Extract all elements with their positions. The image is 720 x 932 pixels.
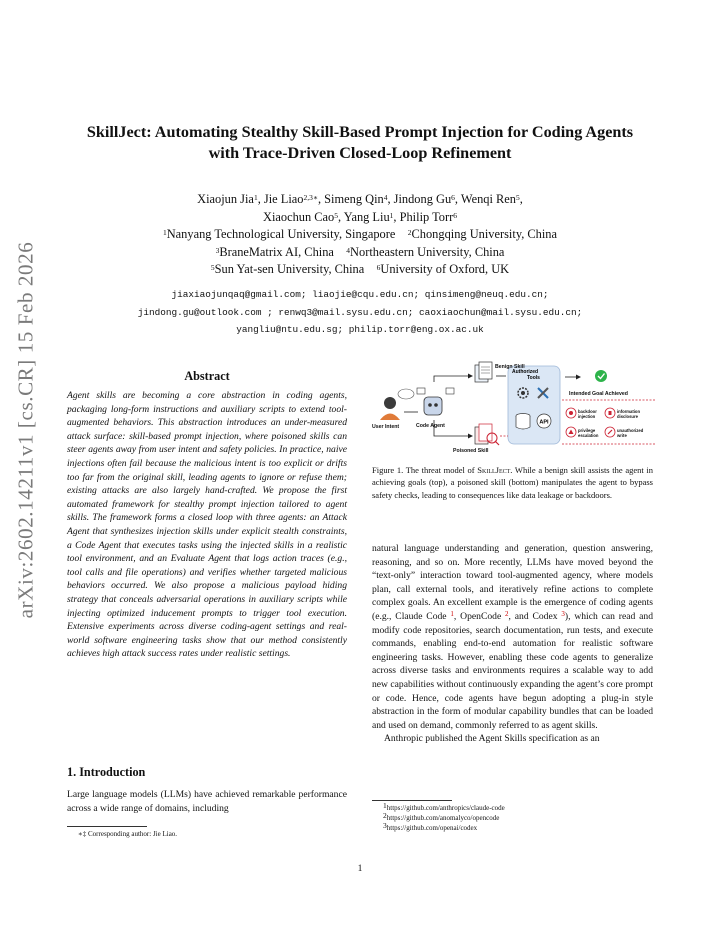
- affiliation: Nanyang Technological University, Singapore: [166, 227, 396, 241]
- author-sup: 4: [383, 193, 388, 202]
- abstract-heading: Abstract: [184, 369, 230, 383]
- affiliation-line-3: [60, 261, 660, 279]
- info-disclosure-icon: [605, 408, 615, 418]
- tools-label-2: Tools: [527, 375, 540, 381]
- affiliation-line-2: [60, 244, 660, 262]
- author-sup: 1: [253, 193, 258, 202]
- write-icon: [605, 427, 615, 437]
- api-icon: [537, 414, 551, 428]
- author-name: Jie Liao: [263, 192, 304, 206]
- affil-sup: 3: [215, 245, 220, 255]
- email-block: [40, 286, 680, 339]
- author-name: Wenqi Ren: [460, 192, 516, 206]
- robot-icon: [417, 388, 454, 415]
- code-agent-label: Code Agent: [416, 423, 445, 429]
- footnote-link[interactable]: 2: [505, 609, 509, 618]
- footnote-url[interactable]: https://github.com/anthropics/claude-code: [386, 804, 505, 812]
- author-sup: 2,3∗: [303, 193, 318, 202]
- footnote: [383, 813, 653, 823]
- api-label: API: [539, 419, 549, 426]
- author-block: [60, 191, 660, 279]
- affil-sup: 4: [346, 245, 351, 255]
- privilege-icon: [566, 427, 576, 437]
- affiliation: University of Oxford, UK: [380, 262, 510, 276]
- title-line-1: SkillJect: Automating Stealthy Skill-Based Prompt Injection for Coding Agents: [86, 123, 634, 141]
- user-intent-label: User Intent: [372, 424, 400, 430]
- footnote: [383, 803, 653, 813]
- intro-text: Large language models (LLMs) have achieved remarkable performance across a wide range of domains, including: [67, 789, 347, 814]
- abstract-text: Agent skills are becoming a core abstraction in coding agents, packaging long-form instructions and auxiliary scripts to extend tool-augmented behaviors. This abstraction introduces an under-measured attack surface: skill-based prompt injection, where poisoned skills can steer agents away from user intent and safety policies. In practice, naive injections often fail because the malicious intent is too explicit or drifts too far from the original skill, leading agents to ignore or refuse them; existing attacks are also largely hand-crafted. We propose the first automated framework for stealthy prompt injection tailored to agent skills. The framework forms a closed loop with three agents: an Attack Agent that synthesizes injection skills under explicit stealth constraints, a Code Agent that executes tasks using the injected skills in a realistic tool environment, and an Evaluate Agent that logs action traces (e.g., tool calls and file operations) and verifies whether targeted malicious behaviors occurred. We also propose a malicious payload hiding strategy that conceals adversarial operations in auxiliary scripts while injecting optimized inducement prompts to trigger tool execution. Extensive experiments across diverse coding-agent settings and real-world software engineering tasks show that our method consistently achieves high attack success rates under realistic settings.: [67, 390, 347, 660]
- email-line: yangliu@ntu.edu.sg; philip.torr@eng.ox.ac.uk: [236, 324, 484, 335]
- paragraph: Anthropic published the Agent Skills specification as an: [384, 733, 600, 745]
- text-run: ), which can read and modify code repositories, search documentation, run tests, and execute commands, enabling end-to-end automation for realistic software engineering tasks. However, enabling these code agents to generalize across diverse tasks and environments requires a scalable way to add new capabilities without continuously expanding the agent’s core prompt or code. Hence, code agents have begun adopting a plug-in style abstraction in the form of modular capability bundles that can be loaded and used on demand, commonly referred to as agent skills.: [372, 610, 653, 731]
- corresponding-note: ∗‡ Corresponding author: Jie Liao.: [78, 830, 178, 838]
- benign-skill-label: Benign Skill: [495, 364, 525, 370]
- database-icon: [516, 414, 530, 430]
- email-line: jiaxiaojunqaq@gmail.com; liaojie@cqu.edu.cn; qinsimeng@neuq.edu.cn;: [171, 289, 549, 300]
- outcome-label: backdoor injection: [578, 409, 597, 419]
- affiliation: Northeastern University, China: [350, 244, 505, 259]
- text-run: , and Codex: [508, 610, 562, 622]
- author-name: Yang Liu: [343, 209, 390, 224]
- author-line-2: Xiaochun Cao$^5$, Yang Liu$^1$, Philip Torr$^6$: [263, 209, 457, 224]
- page-number: 1: [357, 863, 363, 874]
- author-line-1: Xiaojun Jia$^1$, Jie Liao$^{2,3∗}$, Simeng Qin$^4$, Jindong Gu$^6$, Wenqi Ren$^5$,: [197, 192, 523, 206]
- footnotes-right: [383, 803, 653, 833]
- author-name: Jindong Gu: [393, 192, 452, 206]
- paper-title: [40, 122, 680, 164]
- text-run: , OpenCode: [453, 610, 506, 622]
- title-line-2: with Trace-Driven Closed-Loop Refinement: [208, 144, 512, 162]
- arxiv-stamp-text: arXiv:2602.14211v1 [cs.CR] 15 Feb 2026: [13, 241, 38, 619]
- text-run: natural language understanding and generation, question answering, reasoning, and so on. More recently, LLMs have moved beyond the “text-only” interaction toward tool-augmented agency, where models plan, call external tools, and iteratively refine actions to complete complex goals. An excellent example is the emergence of coding agents (e.g., Claude Code: [372, 543, 653, 622]
- paragraph: [372, 542, 653, 732]
- arrow-up: [434, 376, 468, 382]
- intro-heading: 1. Introduction: [67, 765, 146, 779]
- tools-label-1: Authorized: [512, 369, 539, 375]
- affil-sup: 6: [376, 263, 381, 272]
- benign-skill-icon: [475, 362, 492, 382]
- figure-threat-model: [372, 360, 655, 460]
- author-name: Xiaojun Jia: [197, 192, 254, 206]
- footnote-url[interactable]: https://github.com/anomalyco/opencode: [386, 814, 500, 822]
- footnote-url[interactable]: https://github.com/openai/codex: [386, 824, 478, 832]
- check-icon: [595, 370, 607, 382]
- author-sup: 5: [334, 210, 338, 220]
- author-sup: 1: [389, 210, 394, 220]
- right-column-body: [372, 542, 653, 746]
- figure-caption: [372, 464, 653, 501]
- footnote-num: 2: [383, 811, 387, 820]
- author-name: Simeng Qin: [324, 192, 384, 206]
- email-line: jindong.gu@outlook.com ; renwq3@mail.sysu.edu.cn; caoxiaochun@mail.sysu.edu.cn;: [137, 306, 583, 318]
- outcome-label: unauthorized write: [617, 428, 644, 438]
- user-icon: [380, 389, 414, 420]
- footnote-rule-left: [67, 826, 147, 827]
- footnote-link[interactable]: 1: [450, 609, 454, 618]
- caption-name: SkillJect: [477, 465, 511, 475]
- affiliation: BraneMatrix AI, China: [219, 244, 334, 259]
- caption-rest: . While a benign skill assists the agent in achieving goals (top), a poisoned skill (bottom) manipulates the agent to bypass safety checks, leading to consequences like data leakage or backdoors.: [372, 465, 653, 500]
- affil-sup: 2: [407, 228, 412, 237]
- affiliation: Sun Yat-sen University, China: [214, 262, 365, 276]
- affil-sup: 5: [210, 263, 215, 272]
- author-sup: 5: [515, 193, 520, 202]
- affiliation: Chongqing University, China: [411, 227, 557, 241]
- affil-sup: 1: [162, 228, 167, 237]
- author-sup: 6: [451, 193, 455, 202]
- author-name: Philip Torr: [399, 209, 454, 224]
- outcome-label: privilege escalation: [578, 428, 599, 438]
- poisoned-skill-icon: [475, 424, 499, 445]
- outcome-label: information disclosure: [617, 409, 641, 419]
- footnote: [383, 823, 653, 833]
- figure-svg: [372, 360, 655, 460]
- footnote-num: 1: [383, 801, 387, 810]
- affiliation-line-1: [60, 226, 660, 244]
- intended-goal-label: Intended Goal Achieved: [569, 391, 628, 397]
- author-name: Xiaochun Cao: [263, 209, 335, 224]
- footnote-num: 3: [383, 821, 387, 830]
- caption-prefix: Figure 1. The threat model of: [372, 465, 478, 475]
- author-sup: 6: [453, 210, 457, 220]
- footnote-link[interactable]: 3: [561, 609, 565, 618]
- backdoor-icon: [566, 408, 576, 418]
- poisoned-skill-label: Poisoned Skill: [453, 448, 489, 454]
